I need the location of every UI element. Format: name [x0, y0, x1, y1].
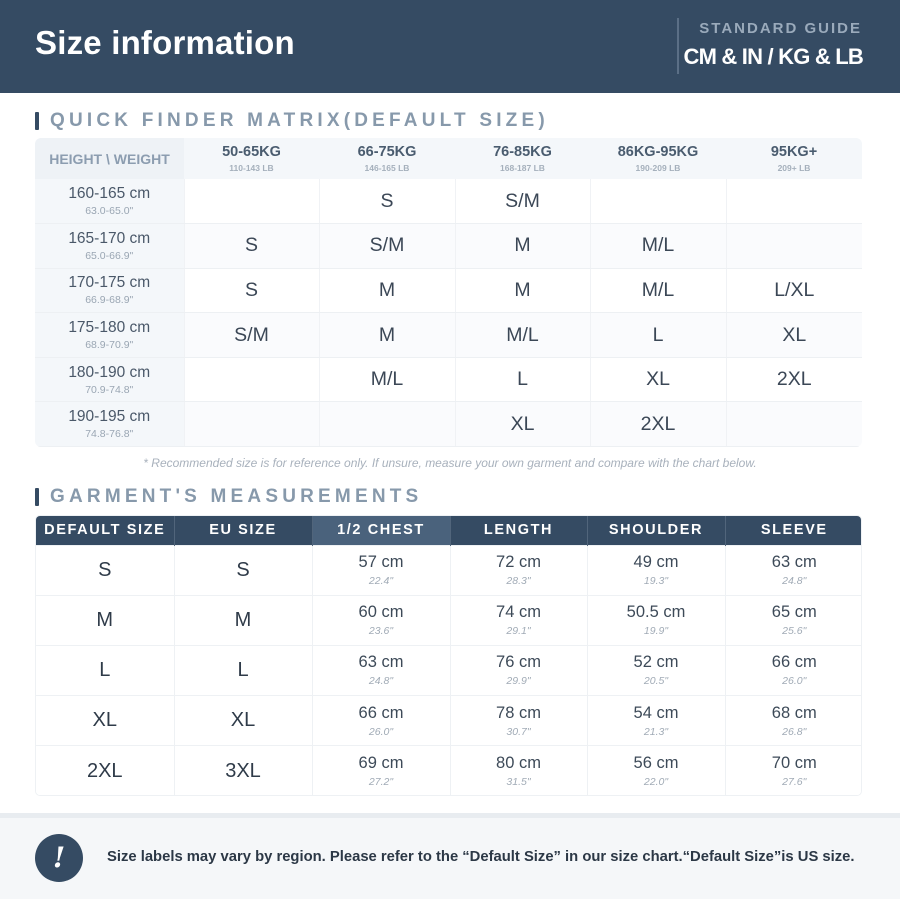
measure-cell — [450, 645, 587, 695]
height-in: 68.9-70.9" — [85, 339, 134, 352]
measure-cell — [450, 696, 587, 746]
measure-cell — [587, 645, 725, 695]
measurements-table — [36, 516, 862, 796]
weight-lb: 168-187 LB — [500, 163, 545, 173]
value-cm: 68 cm — [771, 703, 817, 722]
eu-size-cell: XL — [174, 696, 312, 746]
matrix-corner-label: HEIGHT \ WEIGHT — [35, 138, 184, 179]
size-cell: S — [184, 224, 319, 269]
matrix-row — [35, 268, 862, 313]
value-in: 26.0" — [368, 725, 394, 738]
default-size-cell: 2XL — [36, 746, 174, 796]
default-size-cell: L — [36, 645, 174, 695]
garment-measurements — [35, 515, 862, 796]
value-in: 30.7" — [506, 725, 531, 738]
measurements-section-title-text: GARMENT'S MEASUREMENTS — [50, 486, 423, 507]
size-cell — [319, 402, 455, 447]
measure-cell — [312, 545, 450, 595]
header-divider — [677, 18, 679, 74]
height-in: 63.0-65.0" — [85, 205, 134, 218]
matrix-row — [35, 402, 862, 447]
value-in: 25.6" — [782, 625, 807, 638]
measure-cell — [450, 595, 587, 645]
column-header: 1/2 CHEST — [312, 516, 450, 545]
measure-cell — [587, 696, 725, 746]
default-size-cell: S — [36, 545, 174, 595]
column-header: DEFAULT SIZE — [36, 516, 174, 545]
guide-units: CM & IN / KG & LB — [683, 44, 863, 69]
matrix-row — [35, 224, 862, 269]
value-in: 26.0" — [782, 675, 807, 688]
height-in: 66.9-68.9" — [85, 294, 134, 307]
size-cell — [184, 402, 319, 447]
height-header — [35, 402, 184, 447]
weight-lb: 190-209 LB — [635, 163, 681, 173]
size-cell — [590, 179, 726, 224]
weight-kg: 95KG+ — [770, 144, 818, 160]
size-cell: S — [184, 268, 319, 313]
height-in: 65.0-66.9" — [85, 249, 134, 262]
value-cm: 65 cm — [771, 603, 817, 622]
weight-header — [590, 138, 726, 179]
height-cm: 160-165 cm — [68, 185, 151, 203]
eu-size-cell: L — [174, 645, 312, 695]
measurements-section-title — [35, 486, 422, 508]
section-marker — [35, 488, 39, 506]
matrix-row — [35, 357, 862, 402]
height-header — [35, 313, 184, 358]
measure-cell — [587, 595, 725, 645]
table-row — [36, 645, 862, 695]
weight-header — [455, 138, 590, 179]
size-cell: M/L — [590, 268, 726, 313]
section-marker — [35, 112, 39, 130]
column-header: EU SIZE — [174, 516, 312, 545]
column-header: LENGTH — [450, 516, 587, 545]
header-banner — [0, 0, 900, 93]
value-in: 29.1" — [506, 625, 531, 638]
value-in: 24.8" — [782, 575, 807, 588]
value-in: 19.3" — [643, 575, 669, 588]
table-row — [36, 595, 862, 645]
value-cm: 78 cm — [496, 703, 541, 722]
size-cell: L/XL — [726, 268, 862, 313]
value-cm: 54 cm — [633, 703, 679, 722]
guide-label: STANDARD GUIDE — [699, 20, 862, 37]
value-in: 21.3" — [643, 725, 669, 738]
value-cm: 70 cm — [771, 754, 817, 773]
matrix-row — [35, 313, 862, 358]
measure-cell — [312, 595, 450, 645]
size-cell: M/L — [455, 313, 590, 358]
value-cm: 63 cm — [771, 553, 817, 572]
value-cm: 76 cm — [496, 653, 541, 672]
value-in: 27.2" — [368, 776, 394, 789]
height-header — [35, 179, 184, 224]
value-cm: 66 cm — [358, 703, 404, 722]
eu-size-cell: S — [174, 545, 312, 595]
eu-size-cell: 3XL — [174, 746, 312, 796]
size-cell: S — [319, 179, 455, 224]
value-cm: 49 cm — [633, 553, 679, 572]
measure-cell — [725, 645, 862, 695]
value-in: 27.6" — [782, 776, 807, 789]
weight-kg: 50-65KG — [222, 144, 281, 160]
size-cell: M — [319, 313, 455, 358]
weight-header — [184, 138, 319, 179]
weight-kg: 86KG-95KG — [617, 144, 699, 160]
value-in: 31.5" — [506, 776, 531, 789]
value-in: 24.8" — [368, 675, 394, 688]
value-cm: 52 cm — [633, 653, 679, 672]
value-in: 28.3" — [506, 575, 531, 588]
measure-cell — [725, 545, 862, 595]
value-cm: 50.5 cm — [626, 603, 686, 622]
matrix-row — [35, 179, 862, 224]
height-cm: 175-180 cm — [68, 319, 151, 337]
measurements-header-row — [36, 516, 862, 545]
matrix-header-row — [35, 138, 862, 179]
value-cm: 69 cm — [358, 754, 404, 773]
matrix-table — [35, 138, 862, 447]
height-cm: 180-190 cm — [68, 363, 151, 381]
weight-kg: 76-85KG — [493, 144, 552, 160]
height-cm: 170-175 cm — [68, 274, 151, 292]
height-in: 74.8-76.8" — [85, 428, 134, 441]
size-cell: XL — [590, 357, 726, 402]
table-row — [36, 545, 862, 595]
height-header — [35, 357, 184, 402]
size-cell — [726, 224, 862, 269]
size-cell — [726, 402, 862, 447]
measure-cell — [312, 696, 450, 746]
weight-header — [726, 138, 862, 179]
value-in: 20.5" — [643, 675, 669, 688]
measure-cell — [725, 696, 862, 746]
height-header — [35, 224, 184, 269]
size-cell: S/M — [319, 224, 455, 269]
size-cell: 2XL — [590, 402, 726, 447]
value-cm: 57 cm — [358, 553, 404, 572]
value-in: 22.0" — [643, 776, 669, 789]
height-header — [35, 268, 184, 313]
value-cm: 60 cm — [358, 603, 404, 622]
size-cell: XL — [455, 402, 590, 447]
column-header: SHOULDER — [587, 516, 725, 545]
value-cm: 74 cm — [496, 603, 541, 622]
measure-cell — [312, 645, 450, 695]
size-cell — [726, 179, 862, 224]
size-cell — [184, 179, 319, 224]
weight-header — [319, 138, 455, 179]
weight-lb: 146-165 LB — [364, 163, 410, 173]
size-cell: M — [319, 268, 455, 313]
value-in: 23.6" — [368, 625, 394, 638]
height-in: 70.9-74.8" — [85, 383, 134, 396]
size-cell: S/M — [455, 179, 590, 224]
default-size-cell: XL — [36, 696, 174, 746]
measure-cell — [587, 545, 725, 595]
reference-note: * Recommended size is for reference only. If unsure, measure your own garment and compare with the chart below. — [143, 456, 757, 470]
size-cell: M — [455, 268, 590, 313]
weight-kg: 66-75KG — [357, 144, 417, 160]
weight-lb: 209+ LB — [777, 163, 811, 173]
matrix-section-title — [35, 110, 549, 132]
table-row — [36, 746, 862, 796]
height-cm: 190-195 cm — [68, 408, 151, 426]
exclamation-icon: ! — [35, 834, 83, 882]
value-in: 22.4" — [368, 575, 394, 588]
table-row — [36, 696, 862, 746]
quick-finder-matrix — [35, 138, 862, 447]
value-cm: 66 cm — [771, 653, 817, 672]
size-cell: L — [455, 357, 590, 402]
size-cell: XL — [726, 313, 862, 358]
measure-cell — [725, 746, 862, 796]
size-cell: M/L — [319, 357, 455, 402]
size-cell: M — [455, 224, 590, 269]
value-in: 19.9" — [643, 625, 669, 638]
size-cell: S/M — [184, 313, 319, 358]
value-in: 29.9" — [506, 675, 531, 688]
size-cell: 2XL — [726, 357, 862, 402]
size-cell: M/L — [590, 224, 726, 269]
default-size-cell: M — [36, 595, 174, 645]
value-in: 26.8" — [782, 725, 807, 738]
measure-cell — [725, 595, 862, 645]
measure-cell — [450, 746, 587, 796]
size-cell — [184, 357, 319, 402]
height-cm: 165-170 cm — [68, 229, 151, 247]
measure-cell — [450, 545, 587, 595]
footer-message: Size labels may vary by region. Please refer to the “Default Size” in our size chart.“Default Size”is US size. — [107, 849, 855, 865]
measure-cell — [312, 746, 450, 796]
weight-lb: 110-143 LB — [229, 163, 274, 173]
matrix-section-title-text: QUICK FINDER MATRIX(DEFAULT SIZE) — [50, 110, 549, 131]
page-title: Size information — [35, 24, 295, 61]
column-header: SLEEVE — [725, 516, 862, 545]
value-cm: 80 cm — [496, 754, 541, 773]
footer-notice — [0, 818, 900, 899]
value-cm: 72 cm — [496, 553, 541, 572]
measure-cell — [587, 746, 725, 796]
size-cell: L — [590, 313, 726, 358]
eu-size-cell: M — [174, 595, 312, 645]
value-cm: 56 cm — [633, 754, 679, 773]
value-cm: 63 cm — [358, 653, 404, 672]
